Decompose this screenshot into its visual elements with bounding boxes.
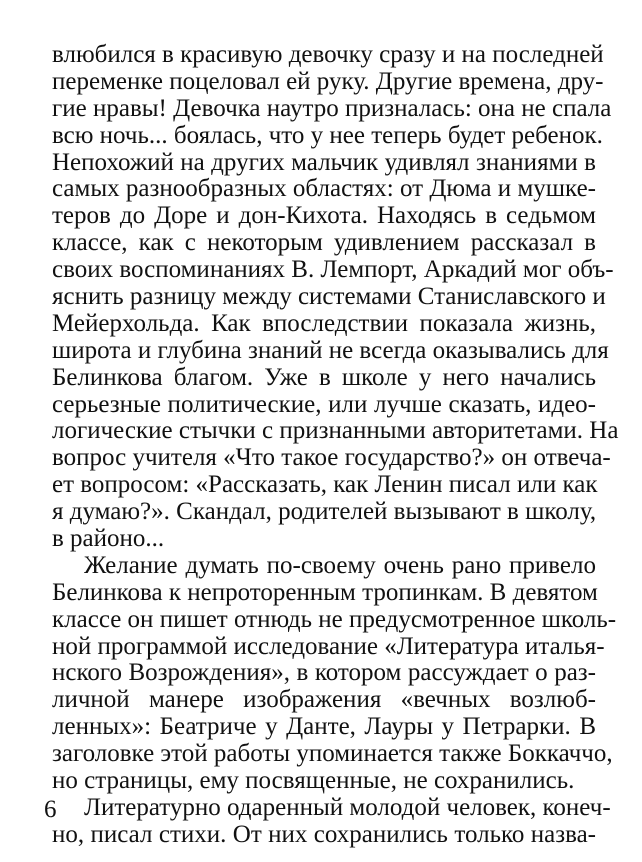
text-line: влюбился в красивую девочку сразу и на последней <box>52 41 604 68</box>
text-line: гие нравы! Девочка наутро призналась: она не спала <box>52 94 612 122</box>
text-line: классе, как с некоторым удивлением рассказал в <box>52 229 596 257</box>
text-line: ной программой исследование «Литература италья- <box>52 632 605 660</box>
text-line: самых разнообразных областях: от Дюма и мушке- <box>52 175 596 203</box>
text-line: ет вопросом: «Рассказать, как Ленин писал или как <box>52 471 598 499</box>
text-line: логические стычки с признанными авторитетами. На <box>52 417 619 445</box>
text-line: своих воспоминаниях В. Лемпорт, Аркадий мог объ- <box>52 256 614 284</box>
text-line: личной манере изображения «вечных возлюб- <box>52 686 596 714</box>
text-line: Мейерхольда. Как впоследствии показала жизнь, <box>52 309 596 337</box>
text-line: всю ночь... боялась, что у нее теперь будет ребенок. <box>52 121 603 149</box>
text-line: Белинкова к непроторенным тропинкам. В девятом <box>52 578 598 606</box>
text-line: но страницы, ему посвященные, не сохранились. <box>52 767 575 795</box>
text-line: широта и глубина знаний не всегда оказывались для <box>52 336 609 364</box>
text-line: ленных»: Беатриче у Данте, Лауры у Петрарки. В <box>52 713 596 741</box>
text-line: Непохожий на других мальчик удивлял знаниями в <box>52 148 596 176</box>
text-line: переменке поцеловал ей руку. Другие времена, дру- <box>52 67 604 95</box>
page-number: 6 <box>44 796 57 823</box>
paragraph-first-line: Желание думать по-своему очень рано привело <box>84 551 596 579</box>
text-line: в районо... <box>52 525 165 553</box>
text-line: я думаю?». Скандал, родителей вызывают в школу, <box>52 498 597 526</box>
text-line: нского Возрождения», в котором рассуждает о раз- <box>52 659 596 687</box>
body-text <box>52 41 619 849</box>
text-line: серьезные политические, или лучше сказать, идео- <box>52 390 596 418</box>
text-line: но, писал стихи. От них сохранились только назва- <box>52 820 596 848</box>
text-line: классе он пишет отнюдь не предусмотренное школь- <box>52 605 617 633</box>
text-line: вопрос учителя «Что такое государство?» он отвеча- <box>52 444 611 472</box>
text-line: теров до Доре и дон-Кихота. Находясь в седьмом <box>52 202 596 230</box>
text-line: яснить разницу между системами Станиславского и <box>52 283 606 311</box>
paragraph-first-line: Литературно одаренный молодой человек, конеч- <box>84 793 611 821</box>
text-line: Белинкова благом. Уже в школе у него начались <box>52 363 596 391</box>
text-line: заголовке этой работы упоминается также Боккаччо, <box>52 740 613 768</box>
